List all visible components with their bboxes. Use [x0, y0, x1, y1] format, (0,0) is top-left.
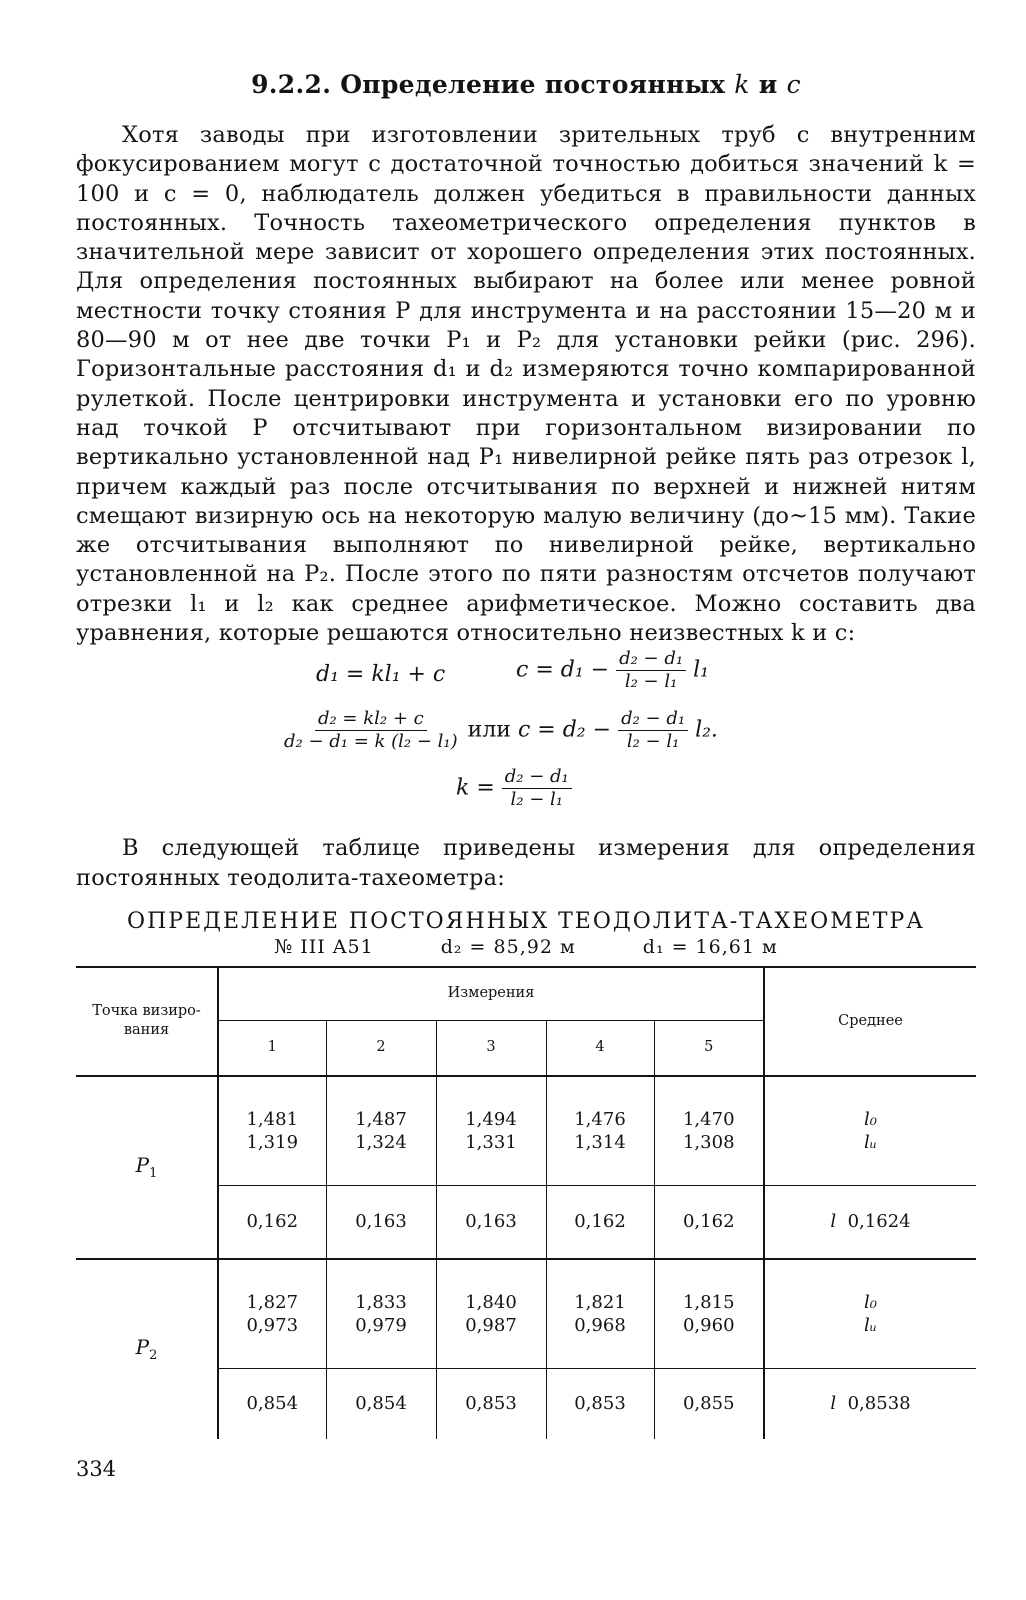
avg-value: 0,1624	[847, 1211, 911, 1233]
formula-c2-left: c = d₂ −	[517, 717, 612, 743]
upper-reading: 1,815	[682, 1291, 735, 1313]
diff-cell: 0,853	[546, 1368, 654, 1439]
fraction	[618, 710, 688, 751]
header-col-2: 2	[326, 1020, 436, 1076]
diff-cell: 0,163	[326, 1185, 436, 1259]
upper-reading: 1,821	[574, 1291, 626, 1313]
heading-text: 9.2.2. Определение постоянных	[251, 70, 726, 99]
fraction	[616, 650, 686, 691]
upper-reading: 1,470	[682, 1108, 735, 1130]
lower-reading: 0,987	[465, 1314, 517, 1336]
diff-cell: 0,854	[218, 1368, 326, 1439]
point-cell	[76, 1259, 218, 1439]
lower-reading: 1,324	[355, 1131, 407, 1153]
instrument-id: № III A51	[274, 935, 374, 958]
table-title: ОПРЕДЕЛЕНИЕ ПОСТОЯННЫХ ТЕОДОЛИТА-ТАХЕОМЕТРА	[127, 908, 925, 934]
upper-reading: 1,833	[355, 1291, 407, 1313]
lower-reading: 1,314	[574, 1131, 626, 1153]
fraction-den: d₂ − d₁ = k (l₂ − l₁)	[284, 731, 458, 753]
table-row	[76, 1076, 976, 1186]
formula-k-left: k =	[456, 775, 495, 801]
fraction-num: d₂ − d₁	[618, 710, 688, 731]
heading-var-c: c	[786, 70, 801, 99]
diff-cell: 0,162	[654, 1185, 764, 1259]
measurements-table	[76, 966, 976, 1439]
fraction	[281, 710, 461, 751]
avg-label: l	[830, 1393, 837, 1415]
diff-cell: 0,854	[326, 1368, 436, 1439]
value-cell	[326, 1259, 436, 1369]
avg-value-cell	[764, 1185, 976, 1259]
diff-cell: 0,162	[218, 1185, 326, 1259]
distance-d1: d₁ = 16,61 м	[642, 935, 778, 958]
value-cell	[546, 1076, 654, 1186]
fraction-den: l₂ − l₁	[510, 789, 564, 811]
header-point: Точка визиро-вания	[76, 967, 218, 1076]
fraction-num: d₂ − d₁	[502, 768, 572, 789]
lower-reading: 1,319	[246, 1131, 299, 1153]
avg-upper-label: l₀	[864, 1291, 877, 1313]
lower-reading: 0,968	[574, 1314, 626, 1336]
lower-reading: 0,973	[246, 1314, 299, 1336]
formula-system	[281, 710, 718, 751]
header-average: Среднее	[764, 967, 976, 1076]
paragraph-1: Хотя заводы при изготовлении зрительных труб с внутренним фокусированием могут с достаточной точностью добиться значений k = 100 и c = 0, наблюдатель должен убедиться в правильности данных постоянных. Точность тахеометрического определения пунктов в значительной мере зависит от хорошего определения этих постоянных. Для определения постоянных выбирают на более или менее ровной местности точку стояния P для инструмента и на расстоянии 15—20 м и 80—90 м от нее две точки P₁ и P₂ для установки рейки (рис. 296). Горизонтальные расстояния d₁ и d₂ измеряются точно компарированной рулеткой. После центрировки инструмента и установки его по уровню над точкой P отсчитывают при горизонтальном визировании по вертикально установленной над P₁ нивелирной рейке пять раз отрезок l, причем каждый раз после отсчитывания по верхней и нижней нитям смещают визирную ось на некоторую малую величину (до~15 мм). Такие же отсчитывания выполняют по нивелирной рейке, вертикально установленной на P₂. После этого по пяти разностям отсчетов получают отрезки l₁ и l₂ как среднее арифметическое. Можно составить два уравнения, которые решаются относительно неизвестных k и c:	[76, 122, 976, 647]
formula-d1: d₁ = kl₁ + c	[316, 662, 446, 688]
header-col-4: 4	[546, 1020, 654, 1076]
fraction-den: l₂ − l₁	[626, 731, 680, 753]
lower-reading: 1,331	[465, 1131, 517, 1153]
heading-and: и	[758, 70, 778, 99]
point-label: P	[135, 1335, 150, 1360]
fraction	[502, 768, 572, 809]
point-label: P	[135, 1153, 150, 1178]
diff-cell: 0,163	[436, 1185, 546, 1259]
avg-lower-label: lᵤ	[864, 1131, 877, 1153]
upper-reading: 1,476	[574, 1108, 626, 1130]
header-col-3: 3	[436, 1020, 546, 1076]
table-row	[76, 1259, 976, 1369]
formula-block	[76, 648, 976, 824]
value-cell	[546, 1259, 654, 1369]
formula-c1	[516, 650, 709, 691]
page-number: 334	[76, 1457, 117, 1481]
avg-upper-label: l₀	[864, 1108, 877, 1130]
avg-value-cell	[764, 1368, 976, 1439]
formula-k	[456, 768, 572, 809]
header-measurements: Измерения	[218, 967, 764, 1021]
fraction-den: l₂ − l₁	[624, 671, 678, 693]
formula-c1-right: l₁	[693, 657, 709, 683]
avg-lower-label: lᵤ	[864, 1314, 877, 1336]
upper-reading: 1,827	[246, 1291, 299, 1313]
section-heading	[76, 70, 976, 99]
page	[76, 70, 976, 1439]
value-cell	[326, 1076, 436, 1186]
value-cell	[436, 1076, 546, 1186]
avg-value: 0,8538	[847, 1393, 911, 1415]
header-col-5: 5	[654, 1020, 764, 1076]
value-cell	[218, 1259, 326, 1369]
header-col-1: 1	[218, 1020, 326, 1076]
upper-reading: 1,487	[355, 1108, 407, 1130]
avg-label-cell	[764, 1076, 976, 1186]
formula-c2-right: l₂.	[695, 717, 718, 743]
formula-or: или	[467, 717, 511, 743]
table-subtitle	[76, 936, 976, 958]
diff-cell: 0,853	[436, 1368, 546, 1439]
value-cell	[218, 1076, 326, 1186]
lower-reading: 0,979	[355, 1314, 407, 1336]
point-cell	[76, 1076, 218, 1259]
value-cell	[654, 1259, 764, 1369]
paragraph-2: В следующей таблице приведены измерения для определения постоянных теодолита-тахеометра:	[76, 835, 976, 891]
diff-cell: 0,162	[546, 1185, 654, 1259]
distance-d2: d₂ = 85,92 м	[440, 935, 576, 958]
diff-cell: 0,855	[654, 1368, 764, 1439]
upper-reading: 1,481	[246, 1108, 299, 1130]
point-subscript: 2	[149, 1348, 158, 1364]
heading-var-k: k	[734, 70, 750, 99]
formula-c1-left: c = d₁ −	[516, 657, 610, 683]
fraction-num: d₂ − d₁	[616, 650, 686, 671]
point-subscript: 1	[149, 1166, 158, 1182]
avg-label-cell	[764, 1259, 976, 1369]
upper-reading: 1,840	[465, 1291, 517, 1313]
avg-label: l	[830, 1211, 837, 1233]
fraction-num: d₂ = kl₂ + c	[315, 710, 427, 731]
value-cell	[654, 1076, 764, 1186]
lower-reading: 0,960	[682, 1314, 735, 1336]
value-cell	[436, 1259, 546, 1369]
upper-reading: 1,494	[465, 1108, 517, 1130]
lower-reading: 1,308	[682, 1131, 735, 1153]
